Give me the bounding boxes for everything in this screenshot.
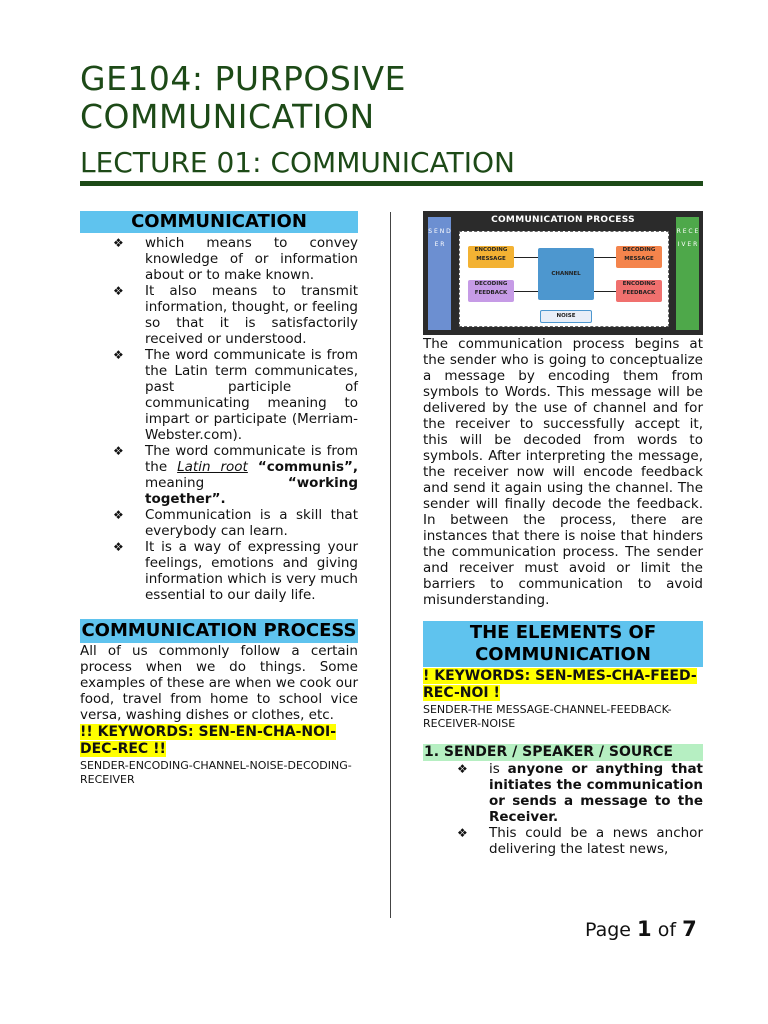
diamond-bullet-icon: ❖ (113, 508, 124, 522)
sender-bullets (423, 761, 703, 857)
diagram-process-area (459, 231, 669, 327)
title-line-2: COMMUNICATION (80, 97, 375, 136)
title-line-1: GE104: PURPOSIVE (80, 59, 406, 98)
process-paragraph: All of us commonly follow a certain process when we do things. Some examples of these are when we cook our food, travel from home to school vice versa, washing dishes or clothes, etc. (80, 643, 358, 723)
column-divider (390, 212, 391, 918)
diamond-bullet-icon: ❖ (113, 284, 124, 298)
keywords-expanded: SENDER-THE MESSAGE-CHANNEL-FEEDBACK-RECEIVER-NOISE (423, 703, 672, 730)
lecture-subtitle: LECTURE 01: COMMUNICATION (80, 146, 515, 179)
diamond-bullet-icon: ❖ (113, 444, 124, 458)
diamond-bullet-icon: ❖ (113, 348, 124, 362)
page-number: Page 1 of 7 (585, 917, 697, 941)
diamond-bullet-icon: ❖ (113, 540, 124, 554)
process-description: The communication process begins at the sender who is going to conceptualize a message by encoding them from symbols to Words. This message will be delivered by the use of channel and for the receiver to successfully accept it, this will be decoded from words to symbols. After interpreting the message, the receiver now will encode feedback and send it again using the channel. The sender will finally decode the feedback. In between the process, there are instances that there is noise that hinders the communication process. The sender and receiver must avoid or limit the barriers to communication to avoid misunderstanding. (423, 336, 703, 608)
list-item: ❖ The word communicate is from the Latin term communicates, past participle of communicating meaning to impart or participate (Merriam-Webster.com). (113, 347, 358, 443)
diamond-bullet-icon: ❖ (457, 826, 468, 840)
left-column (80, 211, 358, 787)
list-item: ❖ Communication is a skill that everybody can learn. (113, 507, 358, 539)
communication-process-diagram (423, 211, 703, 335)
list-item: ❖ The word communicate is from the Latin root “communis”, meaning “working together”. (113, 443, 358, 507)
latin-root-text: Latin root (177, 459, 248, 475)
diagram-noise: NOISE (540, 310, 592, 323)
right-column (423, 211, 703, 857)
title-rule (80, 181, 703, 186)
diagram-encoding-feedback: ENCODING FEEDBACK (616, 280, 662, 302)
diagram-decoding-message: DECODING MESSAGE (616, 246, 662, 268)
list-item: ❖ This could be a news anchor delivering the latest news, (457, 825, 703, 857)
elements-heading: THE ELEMENTS OF COMMUNICATION (423, 621, 703, 667)
communication-process-heading: COMMUNICATION PROCESS (81, 620, 357, 641)
list-item: ❖ It is a way of expressing your feelings, emotions and giving information which is very much essential to our daily life. (113, 539, 358, 603)
keywords-highlight: ! KEYWORDS: SEN-MES-CHA-FEED-REC-NOI ! (423, 668, 697, 701)
list-item: ❖ It also means to transmit information, thought, or feeling so that it is satisfactorily received or understood. (113, 283, 358, 347)
communication-bullets (80, 235, 358, 603)
diagram-decoding-feedback: DECODING FEEDBACK (468, 280, 514, 302)
keywords-expanded: SENDER-ENCODING-CHANNEL-NOISE-DECODING-RECEIVER (80, 759, 352, 786)
diagram-connector (594, 291, 616, 292)
diagram-title: COMMUNICATION PROCESS (491, 215, 635, 225)
diagram-channel: CHANNEL (538, 248, 594, 300)
diagram-connector (594, 257, 616, 258)
diagram-sender: S E N D E R (428, 217, 451, 330)
diagram-encoding-message: ENCODING MESSAGE (468, 246, 514, 268)
list-item: ❖ which means to convey knowledge of or information about or to make known. (113, 235, 358, 283)
diamond-bullet-icon: ❖ (113, 236, 124, 250)
list-item: ❖ is anyone or anything that initiates the communication or sends a message to the Receiver. (457, 761, 704, 825)
diagram-receiver: R E C E I V E R (676, 217, 699, 330)
sender-subheading: 1. SENDER / SPEAKER / SOURCE (423, 744, 703, 761)
diamond-bullet-icon: ❖ (457, 762, 468, 776)
keywords-highlight: !! KEYWORDS: SEN-EN-CHA-NOI-DEC-REC !! (80, 724, 337, 757)
diagram-connector (514, 257, 538, 258)
diagram-connector (514, 291, 538, 292)
document-title (80, 60, 700, 136)
communication-heading: COMMUNICATION (80, 211, 358, 233)
